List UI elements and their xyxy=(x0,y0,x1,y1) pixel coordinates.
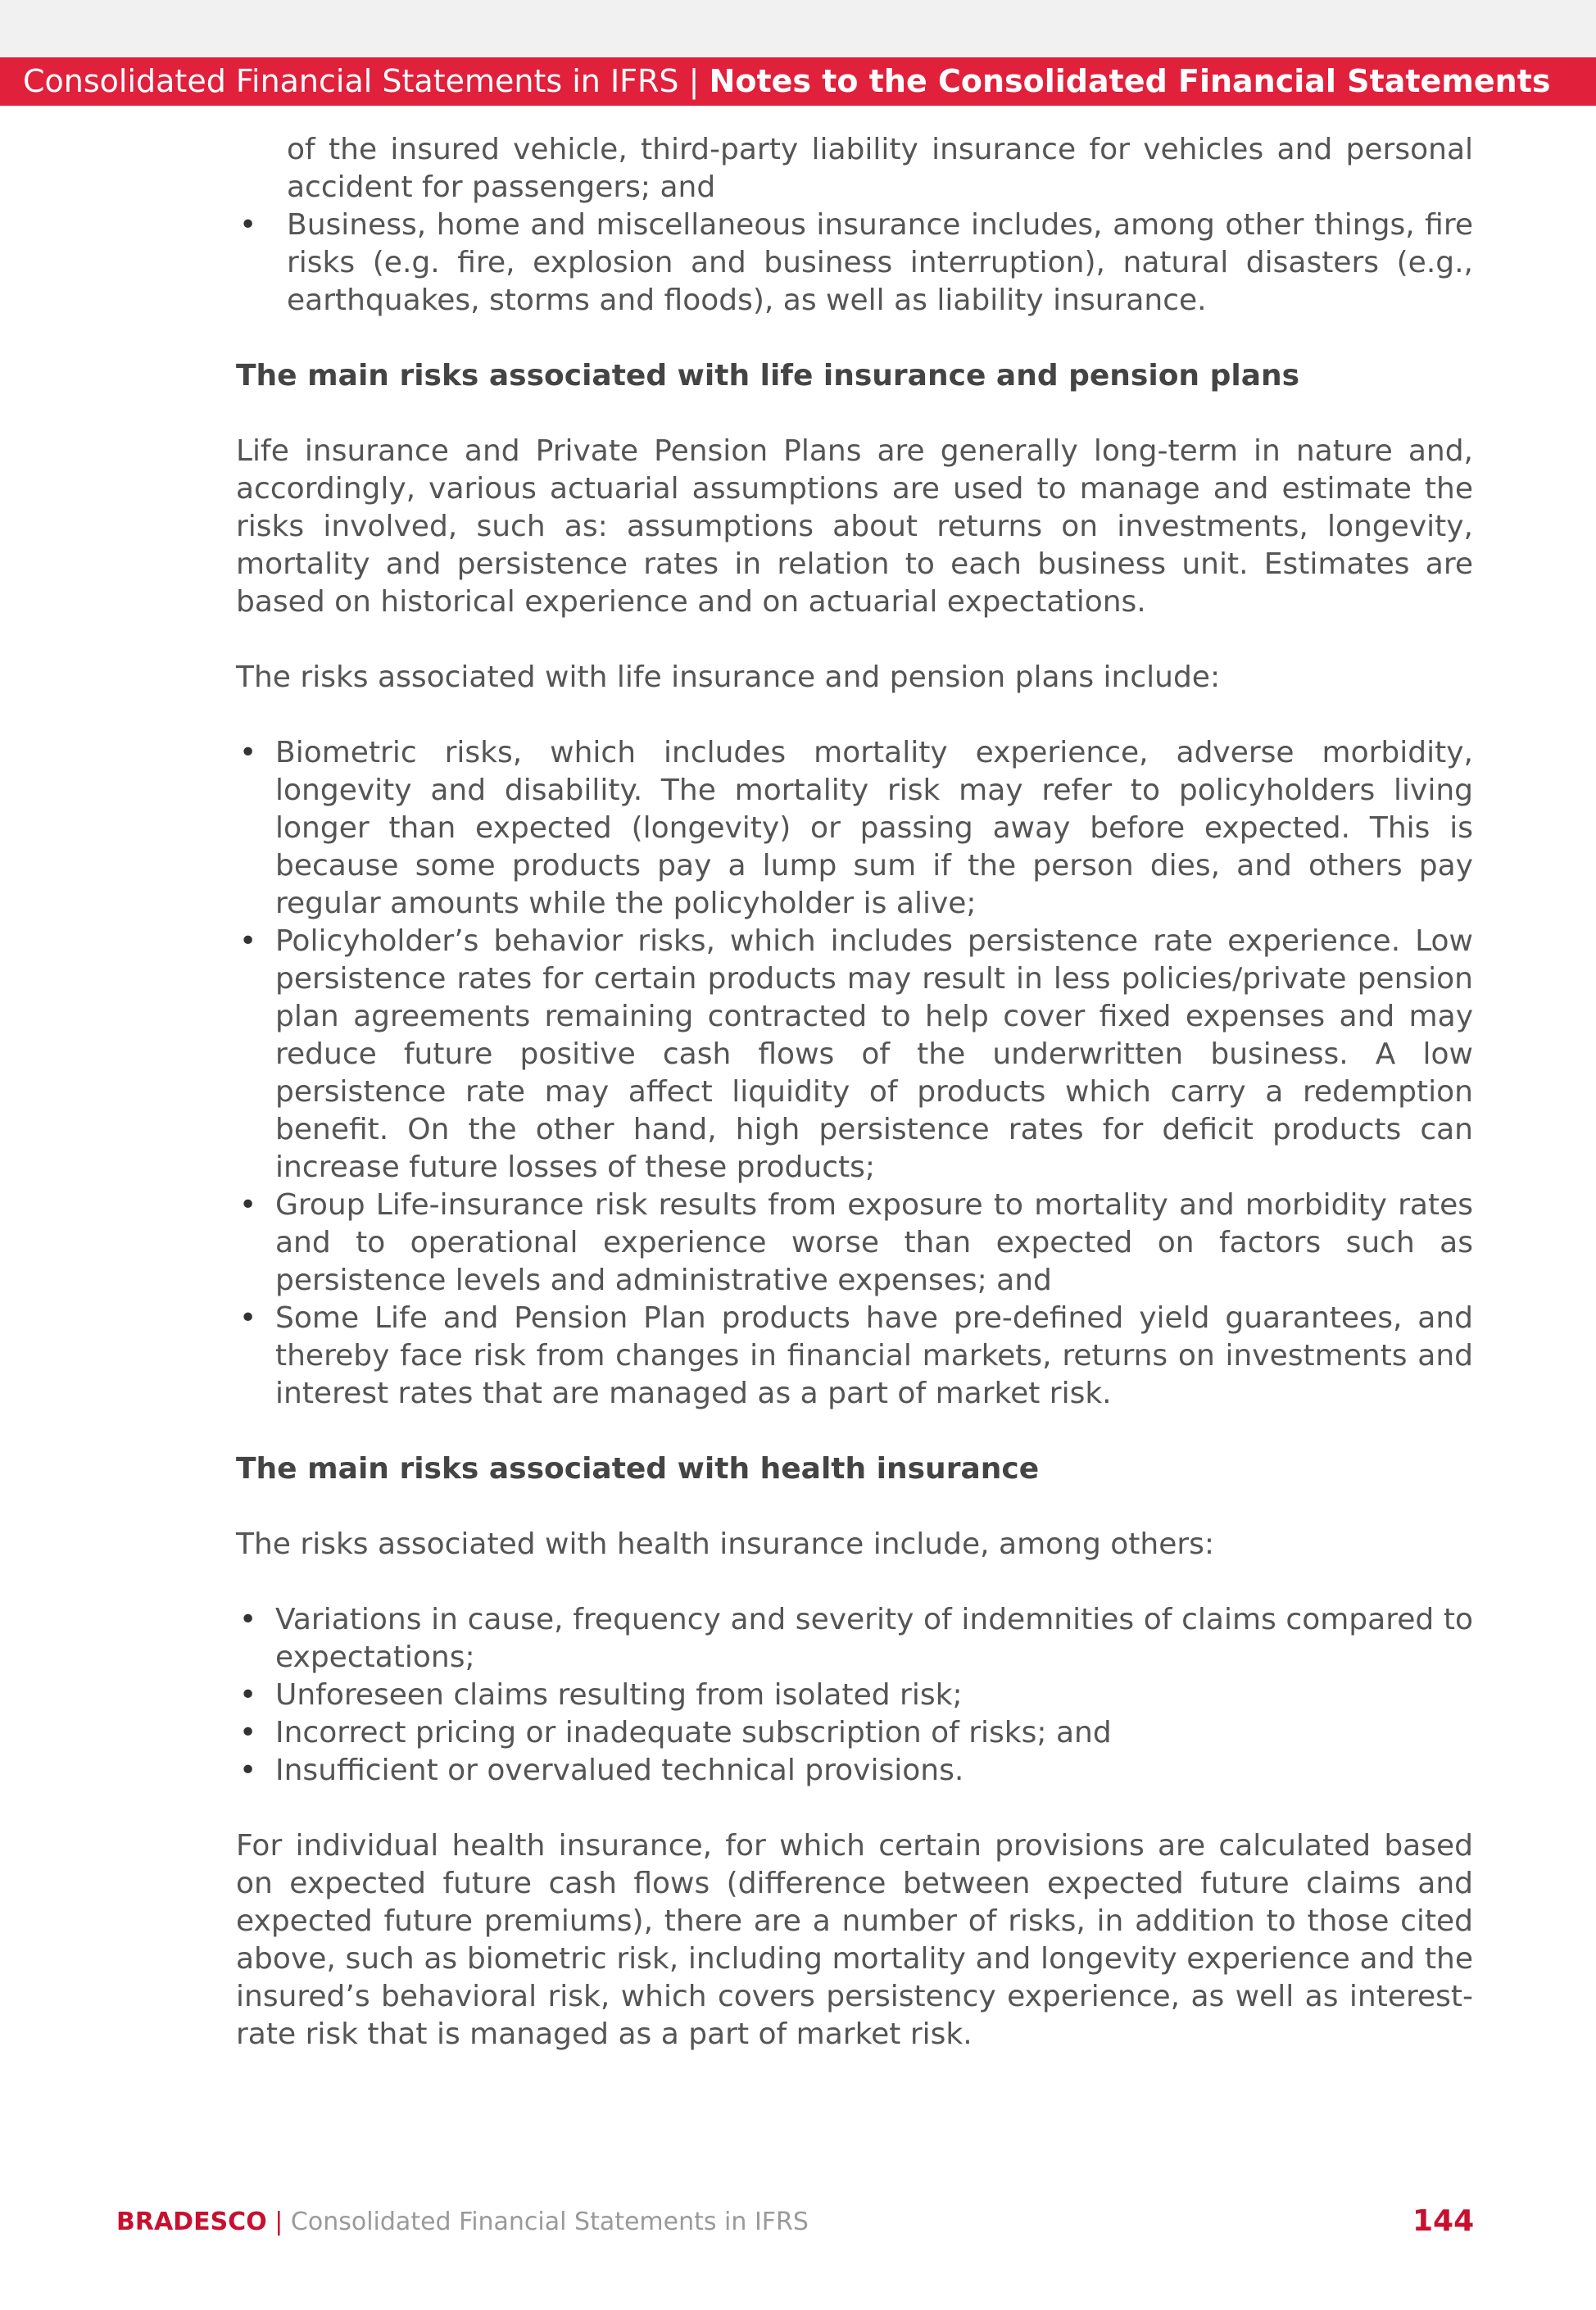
health-insurance-risk-list xyxy=(236,1601,1473,1790)
list-item: • Some Life and Pension Plan products have pre-defined yield guarantees, and thereby face risk from changes in financial markets, returns on investments and interest rates that are managed as a part of market risk. xyxy=(236,1300,1473,1413)
header-separator: | xyxy=(688,63,700,99)
list-item: • Biometric risks, which includes mortality experience, adverse morbidity, longevity and disability. The mortality risk may refer to policyholders living longer than expected (longevity) or passing away before expected. This is because some products pay a lump sum if the person dies, and others pay regular amounts while the policyholder is alive; xyxy=(236,734,1473,923)
header-section-title: Notes to the Consolidated Financial Statements xyxy=(709,63,1551,99)
life-insurance-heading: The main risks associated with life insurance and pension plans xyxy=(236,359,1300,393)
health-insurance-intro: The risks associated with health insurance include, among others: xyxy=(236,1527,1215,1561)
continued-bullet-text: of the insured vehicle, third-party liability insurance for vehicles and personal accident for passengers; and xyxy=(287,133,1473,204)
page-footer xyxy=(116,2206,809,2239)
life-insurance-intro: The risks associated with life insurance and pension plans include: xyxy=(236,660,1221,694)
page-header xyxy=(0,57,1596,106)
page-body xyxy=(236,131,1473,2091)
life-insurance-risk-list xyxy=(236,734,1473,1413)
page-number: 144 xyxy=(1412,2204,1475,2238)
footer-separator: | xyxy=(274,2208,283,2236)
health-insurance-heading: The main risks associated with health insurance xyxy=(236,1452,1040,1486)
list-item: • Business, home and miscellaneous insurance includes, among other things, fire risks (e.g. fire, explosion and business interruption), natural disasters (e.g., earthquakes, storms and floods), as well as liability insurance. xyxy=(236,206,1473,320)
list-item: • Variations in cause, frequency and severity of indemnities of claims compared to expectations; xyxy=(236,1601,1473,1677)
footer-document-title: Consolidated Financial Statements in IFRS xyxy=(290,2208,809,2236)
list-item: • Policyholder’s behavior risks, which includes persistence rate experience. Low persistence rates for certain products may result in less policies/private pension plan agreements remaining contracted to help cover fixed expenses and may reduce future positive cash flows of the underwritten business. A low persistence rate may affect liquidity of products which carry a redemption benefit. On the other hand, high persistence rates for deficit products can increase future losses of these products; xyxy=(236,923,1473,1187)
general-insurance-bullets xyxy=(236,206,1473,320)
list-item: • Incorrect pricing or inadequate subscription of risks; and xyxy=(236,1714,1473,1752)
header-document-title: Consolidated Financial Statements in IFRS xyxy=(23,63,679,99)
list-item: • Unforeseen claims resulting from isolated risk; xyxy=(236,1677,1473,1714)
life-insurance-paragraph: Life insurance and Private Pension Plans are generally long-term in nature and, accordingly, various actuarial assumptions are used to manage and estimate the risks involved, such as: assumptions about returns on investments, longevity, mortality and persistence rates in relation to each business unit. Estimates are based on historical experience and on actuarial expectations. xyxy=(236,434,1473,619)
footer-brand: BRADESCO xyxy=(116,2208,267,2236)
list-item: • Group Life-insurance risk results from exposure to mortality and morbidity rates and to operational experience worse than expected on factors such as persistence levels and administrative expenses; and xyxy=(236,1187,1473,1300)
top-margin xyxy=(0,0,1596,57)
health-insurance-paragraph: For individual health insurance, for which certain provisions are calculated based on expected future cash flows (difference between expected future claims and expected future premiums), there are a number of risks, in addition to those cited above, such as biometric risk, including mortality and longevity experience and the insured’s behavioral risk, which covers persistency experience, as well as interest-rate risk that is managed as a part of market risk. xyxy=(236,1829,1473,2051)
list-item: • Insufficient or overvalued technical provisions. xyxy=(236,1752,1473,1790)
